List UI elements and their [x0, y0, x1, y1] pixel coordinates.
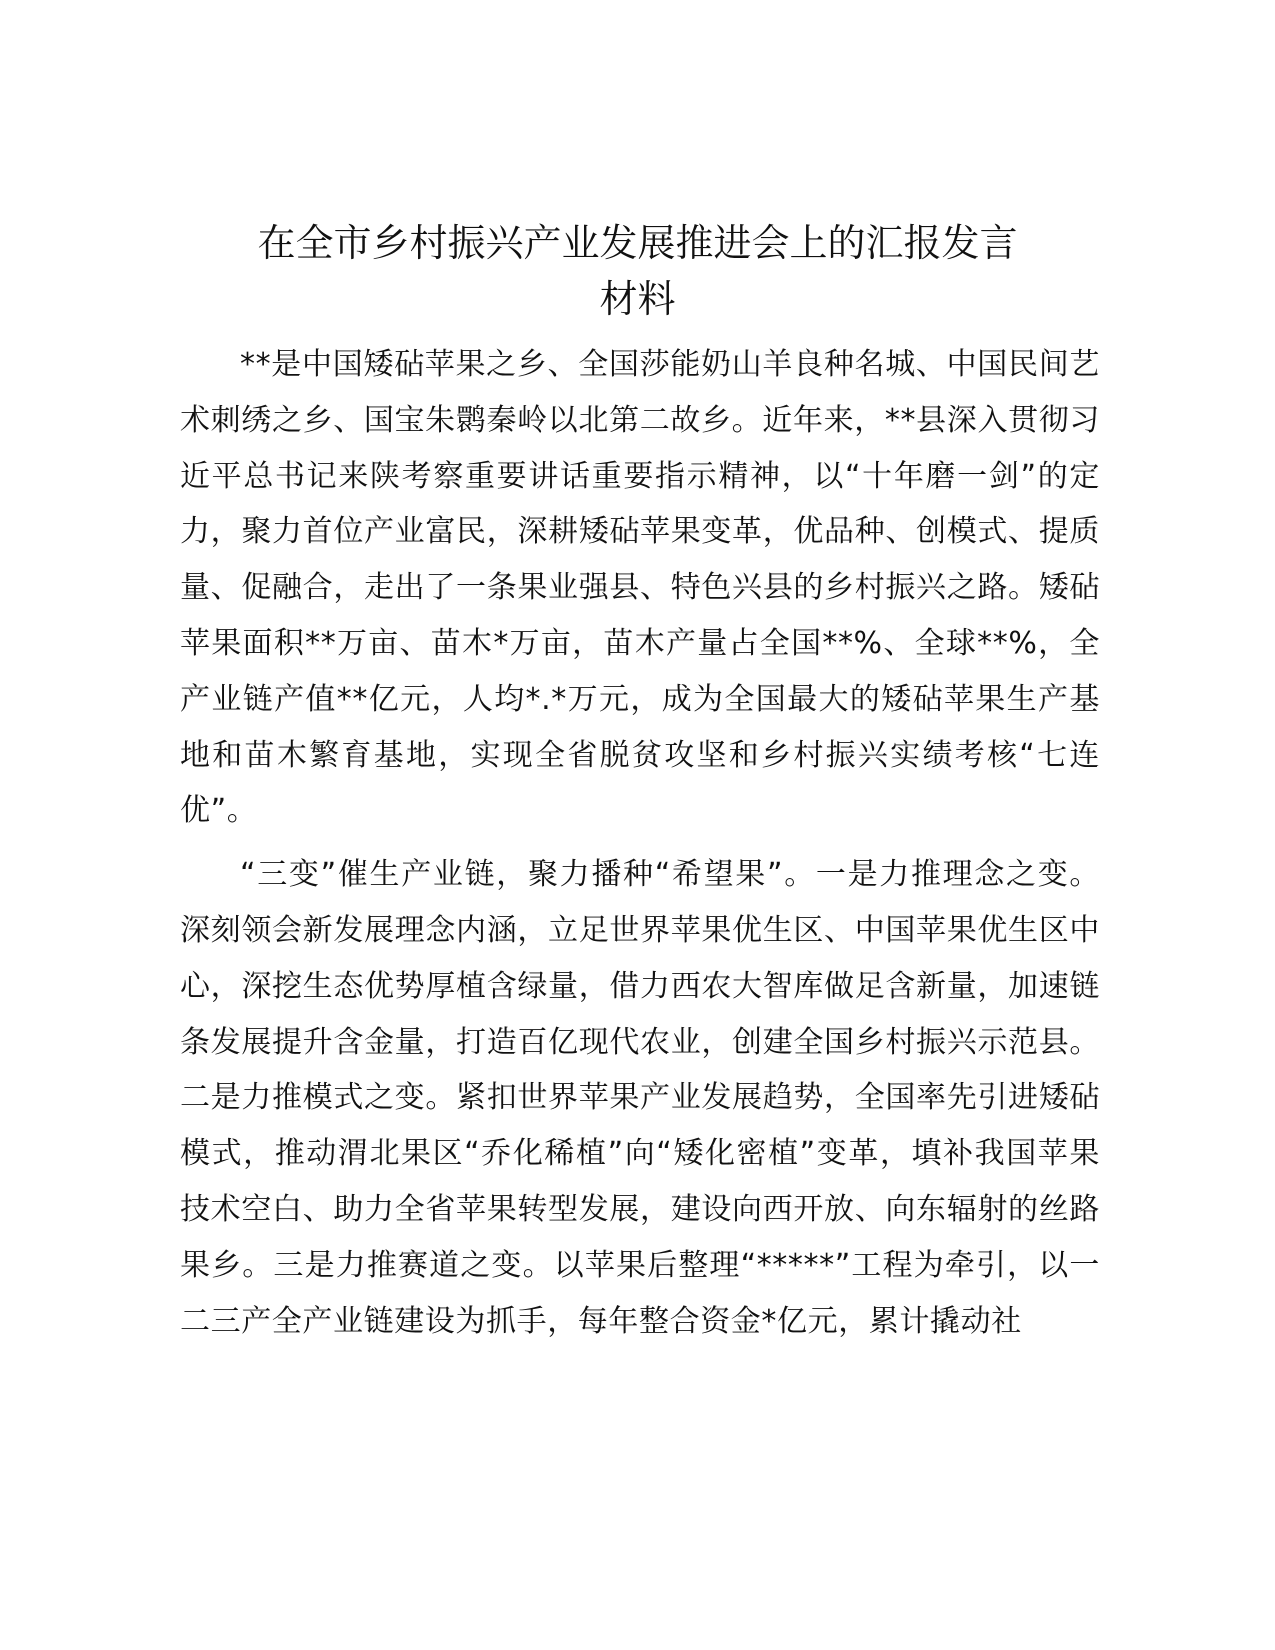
- title-line-1: 在全市乡村振兴产业发展推进会上的汇报发言: [257, 221, 1018, 265]
- document-title: [175, 215, 1100, 327]
- document-body: [180, 337, 1100, 1349]
- paragraph-three-changes: “三变”催生产业链，聚力播种“希望果”。一是力推理念之变。深刻领会新发展理念内涵，立足世界苹果优生区、中国苹果优生区中心，深挖生态优势厚植含绿量，借力西农大智库做足含新量，加速链条发展提升含金量，打造百亿现代农业，创建全国乡村振兴示范县。二是力推模式之变。紧扣世界苹果产业发展趋势，全国率先引进矮砧模式，推动渭北果区“乔化稀植”向“矮化密植”变革，填补我国苹果技术空白、助力全省苹果转型发展，建设向西开放、向东辐射的丝路果乡。三是力推赛道之变。以苹果后整理“*****”工程为牵引，以一二三产全产业链建设为抓手，每年整合资金*亿元，累计撬动社: [180, 857, 1100, 1339]
- title-line-2: 材料: [599, 277, 676, 321]
- paragraph-intro: **是中国矮砧苹果之乡、全国莎能奶山羊良种名城、中国民间艺术刺绣之乡、国宝朱鹮秦岭以北第二故乡。近年来，**县深入贯彻习近平总书记来陕考察重要讲话重要指示精神，以“十年磨一剑”的定力，聚力首位产业富民，深耕矮砧苹果变革，优品种、创模式、提质量、促融合，走出了一条果业强县、特色兴县的乡村振兴之路。矮砧苹果面积**万亩、苗木*万亩，苗木产量占全国**%、全球**%，全产业链产值**亿元，人均*.*万元，成为全国最大的矮砧苹果生产基地和苗木繁育基地，实现全省脱贫攻坚和乡村振兴实绩考核“七连优”。: [180, 347, 1100, 829]
